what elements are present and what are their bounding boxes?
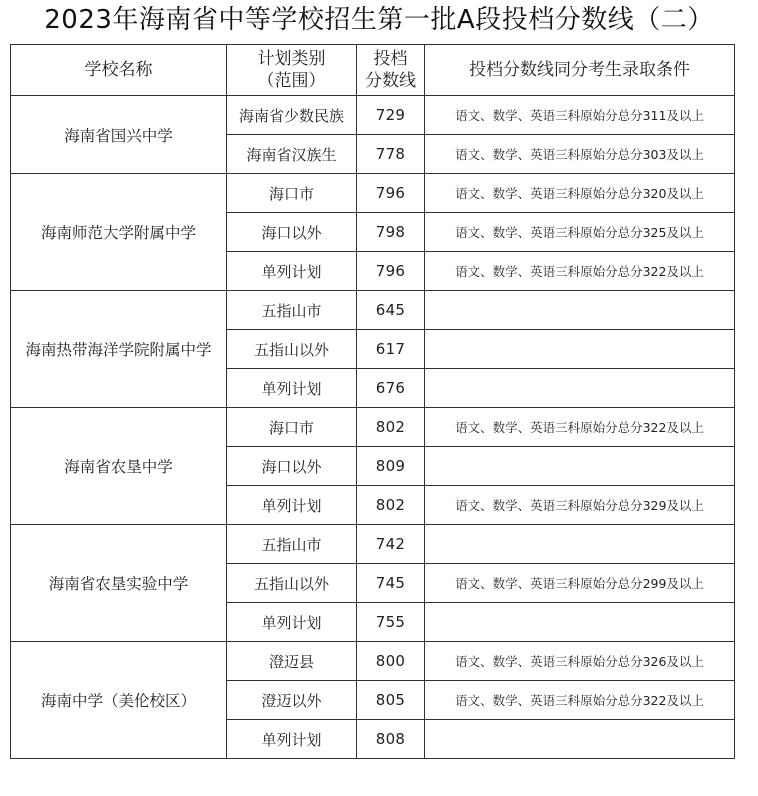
header-score	[357, 45, 425, 96]
score-cell: 745	[357, 564, 425, 603]
plan-category-cell: 海南省少数民族	[227, 96, 357, 135]
table-body	[11, 96, 735, 759]
tie-condition-cell: 语文、数学、英语三科原始分总分299及以上	[425, 564, 735, 603]
tie-condition-cell: 语文、数学、英语三科原始分总分322及以上	[425, 681, 735, 720]
score-cell: 802	[357, 486, 425, 525]
tie-condition-cell	[425, 330, 735, 369]
tie-condition-cell: 语文、数学、英语三科原始分总分329及以上	[425, 486, 735, 525]
plan-category-cell: 单列计划	[227, 252, 357, 291]
score-cell: 755	[357, 603, 425, 642]
score-cell: 802	[357, 408, 425, 447]
tie-condition-cell: 语文、数学、英语三科原始分总分322及以上	[425, 408, 735, 447]
plan-category-cell: 五指山以外	[227, 330, 357, 369]
score-cell: 676	[357, 369, 425, 408]
table-row	[11, 291, 735, 330]
header-score-line1: 投档	[373, 49, 408, 69]
plan-category-cell: 海口以外	[227, 213, 357, 252]
score-cell: 796	[357, 252, 425, 291]
tie-condition-cell: 语文、数学、英语三科原始分总分303及以上	[425, 135, 735, 174]
plan-category-cell: 单列计划	[227, 603, 357, 642]
plan-category-cell: 单列计划	[227, 369, 357, 408]
tie-condition-cell: 语文、数学、英语三科原始分总分311及以上	[425, 96, 735, 135]
plan-category-cell: 单列计划	[227, 720, 357, 759]
header-plan-line2: （范围）	[257, 71, 326, 91]
tie-condition-cell: 语文、数学、英语三科原始分总分326及以上	[425, 642, 735, 681]
plan-category-cell: 五指山市	[227, 525, 357, 564]
header-score-line2: 分数线	[365, 71, 416, 91]
score-cell: 729	[357, 96, 425, 135]
tie-condition-cell	[425, 369, 735, 408]
score-cell: 808	[357, 720, 425, 759]
score-cell: 805	[357, 681, 425, 720]
school-name-cell: 海南省农垦实验中学	[11, 525, 227, 642]
tie-condition-cell	[425, 447, 735, 486]
score-cell: 778	[357, 135, 425, 174]
score-cell: 645	[357, 291, 425, 330]
table-row	[11, 174, 735, 213]
tie-condition-cell	[425, 603, 735, 642]
tie-condition-cell: 语文、数学、英语三科原始分总分320及以上	[425, 174, 735, 213]
score-cell: 796	[357, 174, 425, 213]
plan-category-cell: 单列计划	[227, 486, 357, 525]
admission-score-table	[10, 44, 735, 759]
score-cell: 809	[357, 447, 425, 486]
table-row	[11, 525, 735, 564]
school-name-cell: 海南省国兴中学	[11, 96, 227, 174]
score-cell: 742	[357, 525, 425, 564]
plan-category-cell: 五指山市	[227, 291, 357, 330]
tie-condition-cell	[425, 525, 735, 564]
header-plan	[227, 45, 357, 96]
score-cell: 617	[357, 330, 425, 369]
school-name-cell: 海南师范大学附属中学	[11, 174, 227, 291]
table-row	[11, 96, 735, 135]
tie-condition-cell	[425, 720, 735, 759]
header-school: 学校名称	[11, 45, 227, 96]
school-name-cell: 海南中学（美伦校区）	[11, 642, 227, 759]
header-plan-line1: 计划类别	[257, 49, 326, 69]
score-cell: 800	[357, 642, 425, 681]
school-name-cell: 海南热带海洋学院附属中学	[11, 291, 227, 408]
header-condition: 投档分数线同分考生录取条件	[425, 45, 735, 96]
table-row	[11, 408, 735, 447]
plan-category-cell: 海南省汉族生	[227, 135, 357, 174]
plan-category-cell: 海口以外	[227, 447, 357, 486]
score-cell: 798	[357, 213, 425, 252]
plan-category-cell: 五指山以外	[227, 564, 357, 603]
tie-condition-cell: 语文、数学、英语三科原始分总分325及以上	[425, 213, 735, 252]
plan-category-cell: 澄迈县	[227, 642, 357, 681]
plan-category-cell: 澄迈以外	[227, 681, 357, 720]
page-title: 2023年海南省中等学校招生第一批A段投档分数线（二）	[44, 5, 714, 35]
table-row	[11, 642, 735, 681]
tie-condition-cell: 语文、数学、英语三科原始分总分322及以上	[425, 252, 735, 291]
school-name-cell: 海南省农垦中学	[11, 408, 227, 525]
header-row	[11, 45, 735, 96]
plan-category-cell: 海口市	[227, 174, 357, 213]
tie-condition-cell	[425, 291, 735, 330]
plan-category-cell: 海口市	[227, 408, 357, 447]
